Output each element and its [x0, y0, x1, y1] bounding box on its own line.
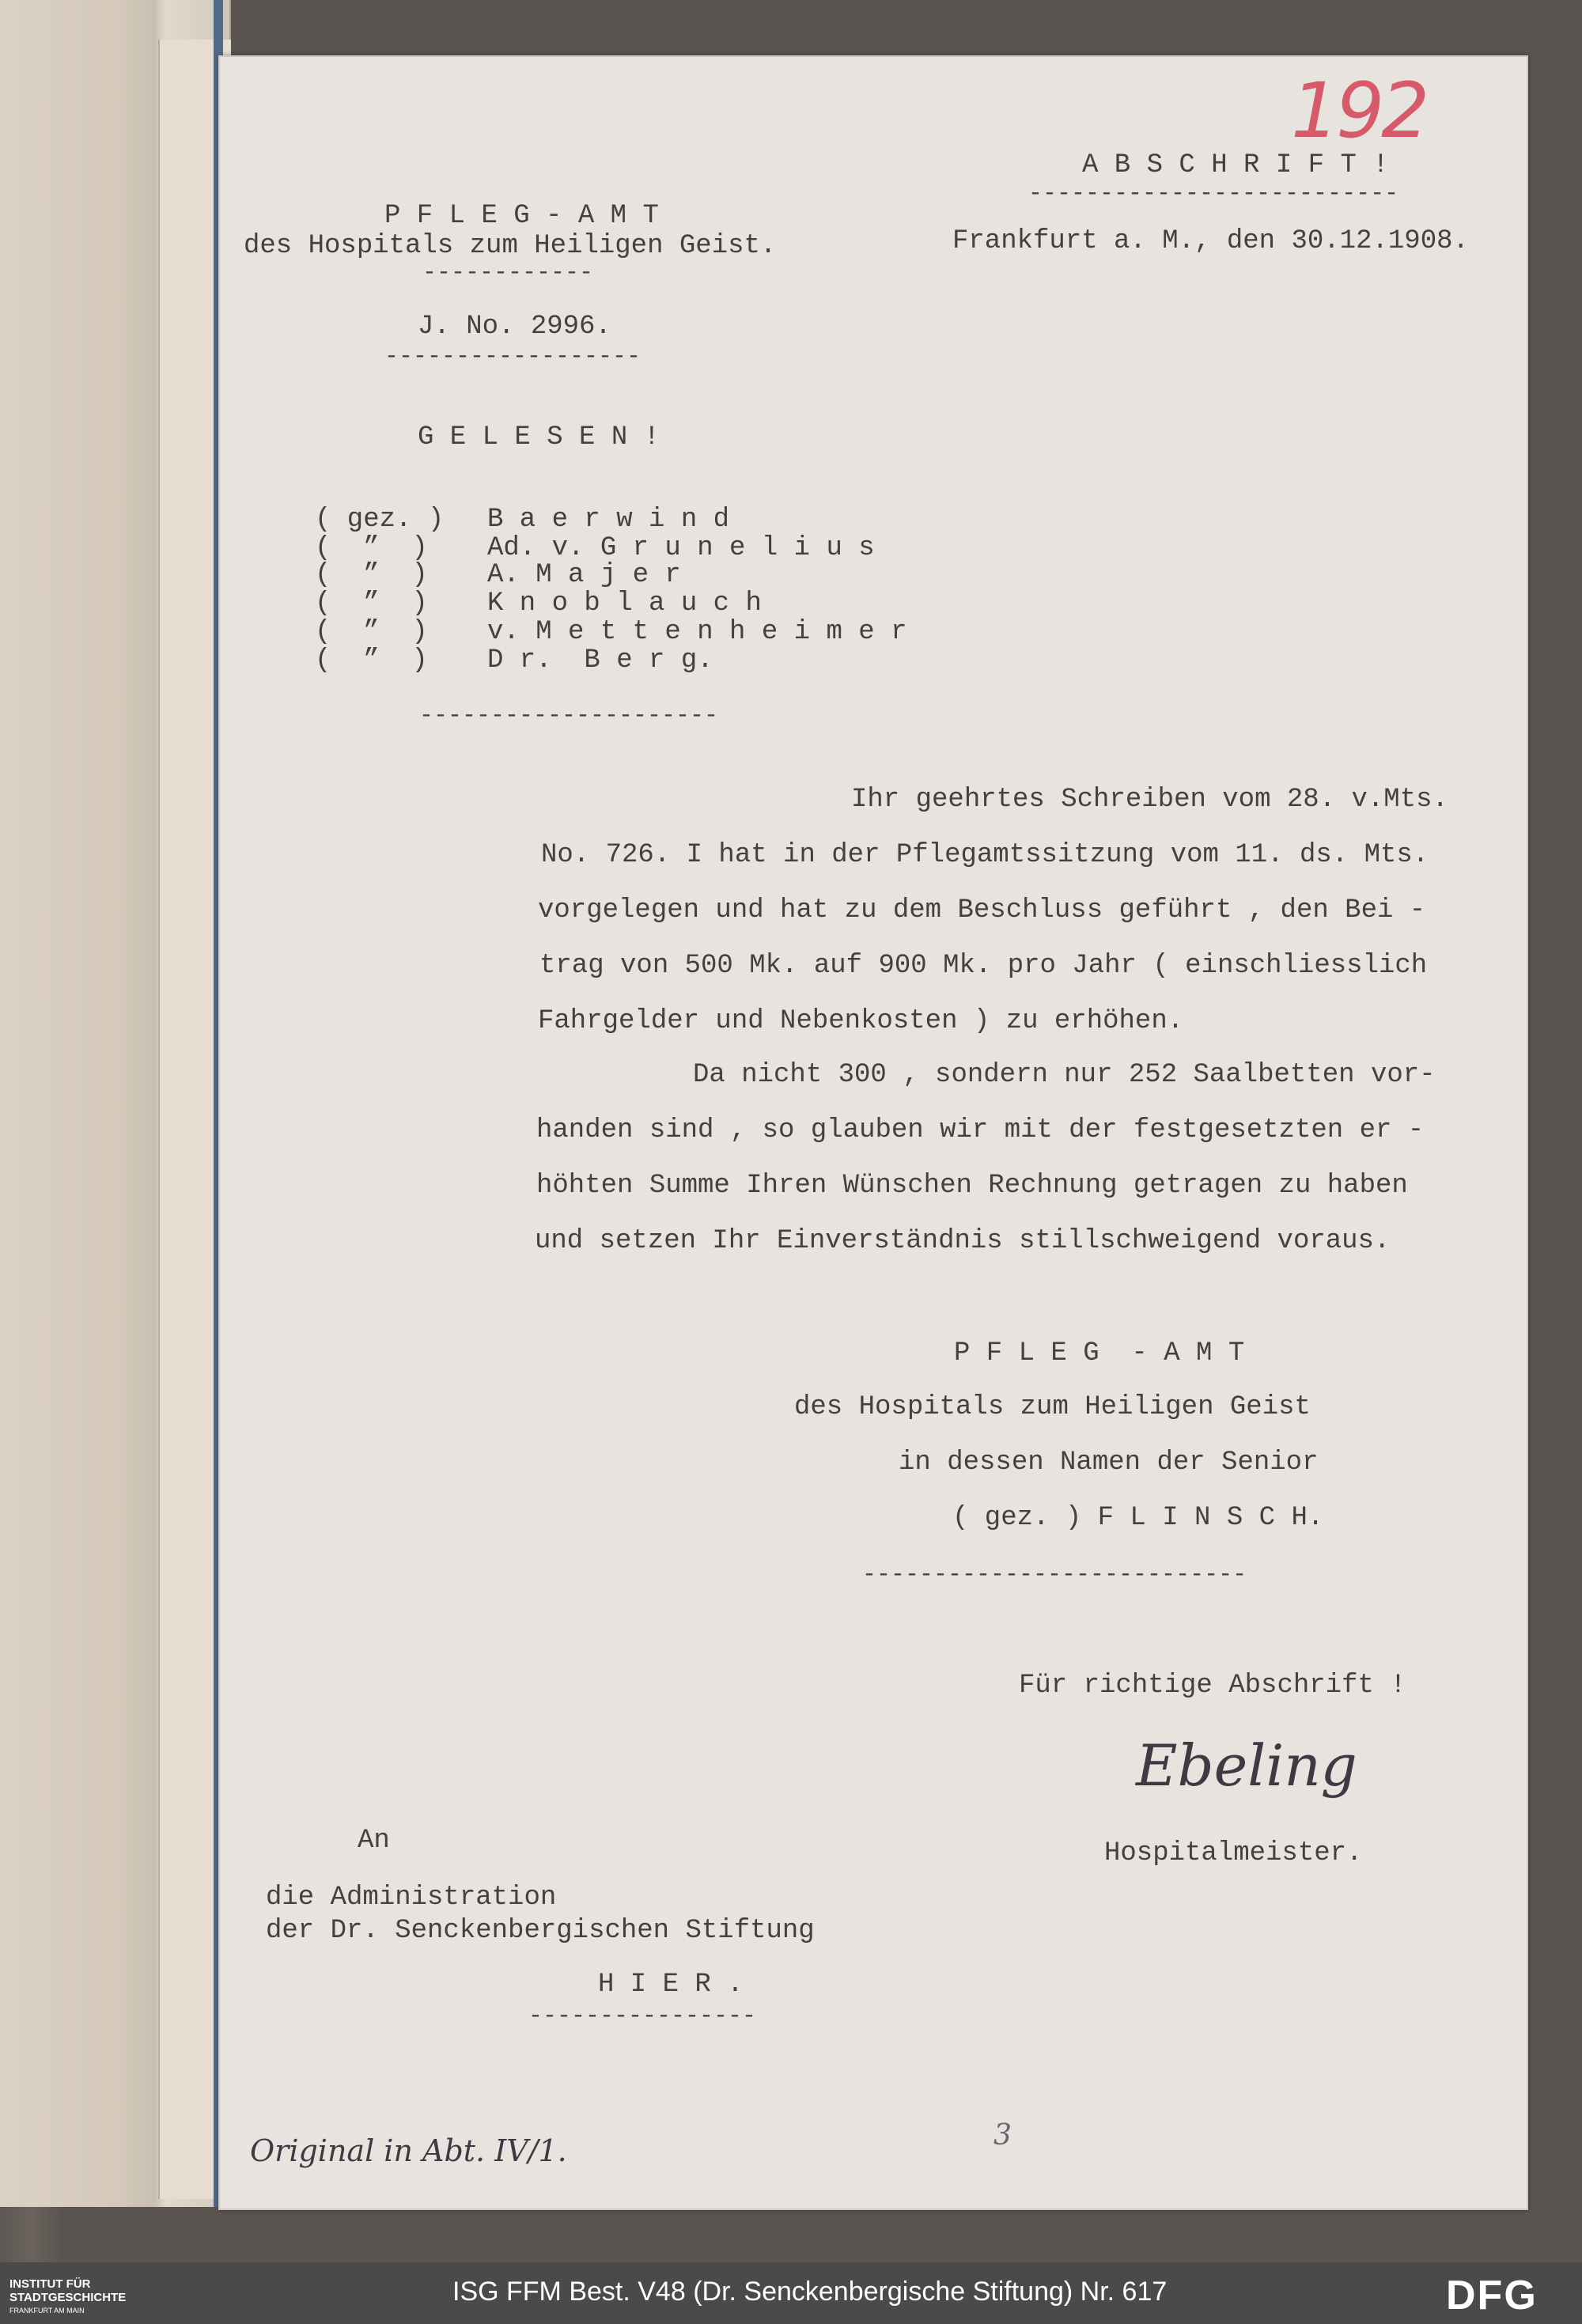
institution-line-3: FRANKFURT AM MAIN	[9, 2307, 85, 2315]
body-line-4: trag von 500 Mk. auf 900 Mk. pro Jahr ( einschliesslich	[539, 951, 1428, 981]
certification-title: Hospitalmeister.	[1104, 1838, 1363, 1868]
recipient-line-1: die Administration	[266, 1883, 557, 1913]
closing-line-3: in dessen Namen der Senior	[899, 1448, 1319, 1478]
signatory-mark-5: ( ” )	[315, 617, 428, 647]
body-line-7: handen sind , so glauben wir mit der festgesetzten er -	[536, 1115, 1425, 1145]
signatories-rule: ---------------------	[419, 704, 719, 728]
closing-line-1: P F L E G - A M T	[954, 1338, 1245, 1368]
signatory-mark-1: ( gez. )	[315, 505, 445, 535]
recipient-line-2: der Dr. Senckenbergischen Stiftung	[266, 1916, 815, 1946]
recipient-line-3: H I E R .	[598, 1970, 744, 2000]
margin-note: Original in Abt. IV/1.	[250, 2133, 567, 2168]
closing-line-2: des Hospitals zum Heiligen Geist	[794, 1392, 1311, 1422]
signatory-name-6: D r. B e r g.	[487, 645, 713, 676]
sender-rule: ------------	[422, 261, 594, 285]
sender-line-2: des Hospitals zum Heiligen Geist.	[244, 231, 777, 261]
journal-rule: ------------------	[384, 345, 642, 369]
signatory-mark-3: ( ” )	[315, 560, 428, 590]
body-line-8: höhten Summe Ihren Wünschen Rechnung getragen zu haben	[536, 1171, 1408, 1201]
body-line-5: Fahrgelder und Nebenkosten ) zu erhöhen.	[538, 1006, 1184, 1036]
hospitalmeister-signature: Ebeling	[1136, 1732, 1357, 1799]
place-date: Frankfurt a. M., den 30.12.1908.	[952, 226, 1469, 256]
body-line-6: Da nicht 300 , sondern nur 252 Saalbetten vor-	[693, 1060, 1436, 1090]
heading-label: A B S C H R I F T !	[1082, 150, 1389, 180]
body-line-1: Ihr geehrtes Schreiben vom 28. v.Mts.	[851, 785, 1448, 815]
signatory-name-4: K n o b l a u c h	[487, 589, 762, 619]
page-mark: 3	[993, 2119, 1012, 2152]
heading-rule: --------------------------	[1028, 182, 1399, 206]
signatory-name-5: v. M e t t e n h e i m e r	[487, 617, 907, 647]
body-line-2: No. 726. I hat in der Pflegamtssitzung vom 11. ds. Mts.	[541, 840, 1429, 870]
signatory-mark-4: ( ” )	[315, 589, 428, 619]
recipient-rule: ----------------	[528, 2004, 757, 2028]
read-label: G E L E S E N !	[418, 422, 660, 452]
signatory-name-1: B a e r w i n d	[487, 505, 730, 535]
closing-line-4: ( gez. ) F L I N S C H.	[952, 1503, 1324, 1533]
signatory-name-2: Ad. v. G r u n e l i u s	[487, 533, 875, 563]
recipient-prefix: An	[358, 1826, 390, 1856]
institution-line-2: STADTGESCHICHTE	[9, 2291, 127, 2304]
signatory-name-3: A. M a j e r	[487, 560, 681, 590]
signatory-mark-6: ( ” )	[315, 645, 428, 676]
journal-number: J. No. 2996.	[418, 312, 611, 342]
archive-number: 192	[1291, 66, 1427, 155]
closing-rule: ---------------------------	[862, 1563, 1247, 1587]
body-line-3: vorgelegen und hat zu dem Beschluss geführt , den Bei -	[538, 895, 1426, 925]
footer-caption: ISG FFM Best. V48 (Dr. Senckenbergische Stiftung) Nr. 617	[452, 2277, 1168, 2307]
institution-logo	[9, 2277, 126, 2318]
institution-line-1: INSTITUT FÜR	[9, 2277, 91, 2291]
signatory-mark-2: ( ” )	[315, 533, 428, 563]
sender-line-1: P F L E G - A M T	[384, 201, 659, 231]
dfg-logo: DFG	[1446, 2273, 1538, 2318]
body-line-9: und setzen Ihr Einverständnis stillschweigend voraus.	[535, 1226, 1391, 1256]
certification-text: Für richtige Abschrift !	[1019, 1671, 1406, 1701]
